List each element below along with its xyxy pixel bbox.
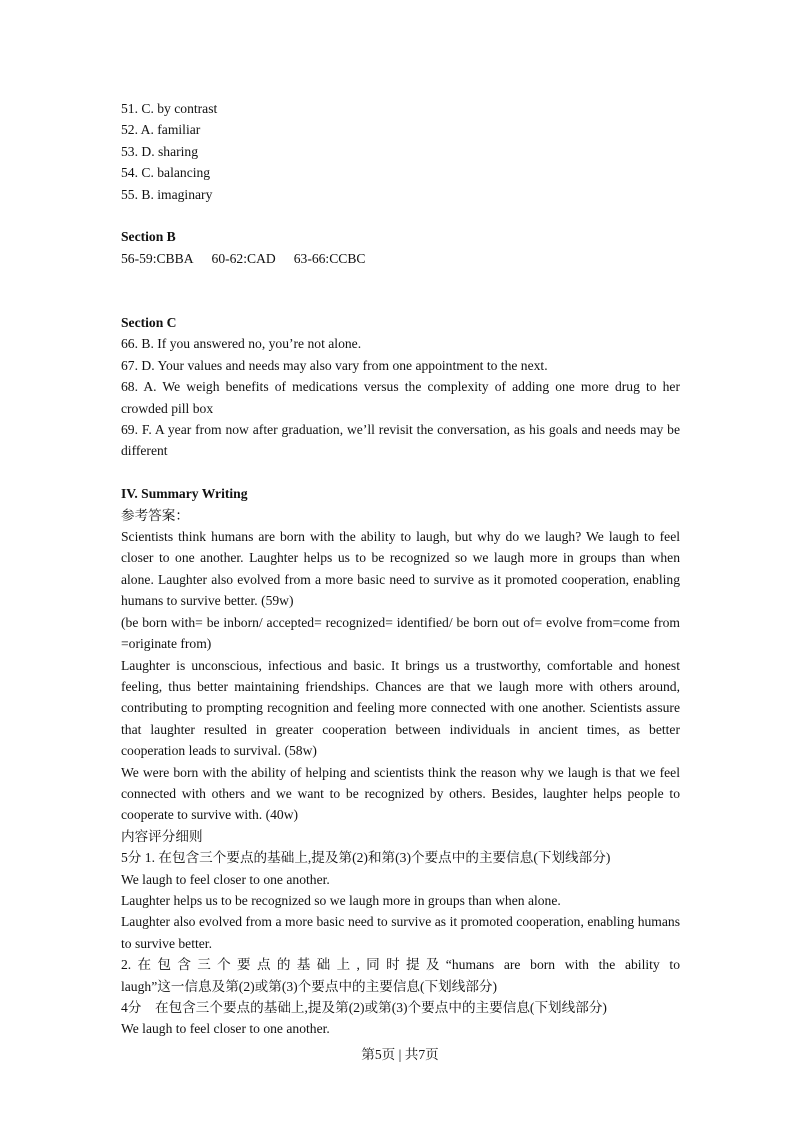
section-a-answers bbox=[121, 98, 680, 205]
rubric-key-point-1: We laugh to feel closer to one another. bbox=[121, 871, 330, 887]
section-b bbox=[121, 226, 680, 269]
reference-answer-2: Laughter is unconscious, infectious and basic. It brings us a trustworthy, comfortable and honest feeling, thus better maintaining friendships. Chances are that we laugh more with others around, contributing to prompting recognition and feeling more connected with one another. Scientists assure that laughter resulted in greater cooperation between individuals in ancient times, as better cooperation leads to survival. (58w) bbox=[121, 657, 680, 759]
rubric-5-points-criterion-2-line-1: 2.在包含三个要点的基础上,同时提及“humans are born with the ability to bbox=[121, 957, 680, 973]
page-number: 第5页 | 共7页 bbox=[361, 1047, 439, 1062]
rubric-label: 内容评分细则 bbox=[121, 828, 203, 844]
section-b-answers bbox=[121, 248, 680, 269]
document-page bbox=[121, 98, 680, 1040]
answer-group-56-59: 56-59:CBBA bbox=[121, 250, 194, 266]
answer-51: 51. C. by contrast bbox=[121, 101, 218, 116]
section-c bbox=[121, 312, 680, 462]
rubric-key-point-4: We laugh to feel closer to one another. bbox=[121, 1021, 330, 1037]
page-footer bbox=[0, 1046, 800, 1064]
summary-writing-heading: IV. Summary Writing bbox=[121, 486, 248, 502]
reference-answer-label: 参考答案： bbox=[121, 507, 189, 523]
section-c-heading: Section C bbox=[121, 315, 177, 331]
rubric-5-points-criterion-1: 5分 1. 在包含三个要点的基础上,提及第(2)和第(3)个要点中的主要信息(下划线部分) bbox=[121, 850, 611, 866]
answer-67: 67. D. Your values and needs may also vary from one appointment to the next. bbox=[121, 357, 548, 373]
reference-answer-3: We were born with the ability of helping and scientists think the reason why we laugh is that we feel connected with others and we want to be recognized by others. Besides, laughter helps people to cooperate to survive with. (40w) bbox=[121, 764, 680, 823]
rubric-key-point-3: Laughter also evolved from a more basic need to survive as it promoted cooperation, enabling humans to survive better. bbox=[121, 914, 680, 951]
synonyms-note: (be born with= be inborn/ accepted= recognized= identified/ be born out of= evolve from=come from =originate from) bbox=[121, 614, 680, 652]
rubric-5-points-criterion-2-line-2: laugh”这一信息及第(2)或第(3)个要点中的主要信息(下划线部分) bbox=[121, 978, 498, 994]
rubric-4-points-criterion: 4分 在包含三个要点的基础上,提及第(2)或第(3)个要点中的主要信息(下划线部分) bbox=[121, 1000, 607, 1016]
answer-53: 53. D. sharing bbox=[121, 143, 199, 159]
rubric-key-point-2: Laughter helps us to be recognized so we laugh more in groups than when alone. bbox=[121, 892, 561, 908]
answer-69: 69. F. A year from now after graduation, we’ll revisit the conversation, as his goals and needs may be different bbox=[121, 422, 680, 459]
answer-66: 66. B. If you answered no, you’re not alone. bbox=[121, 336, 362, 352]
answer-68: 68. A. We weigh benefits of medications versus the complexity of adding one more drug to her crowded pill box bbox=[121, 379, 680, 416]
answer-52: 52. A. familiar bbox=[121, 122, 201, 138]
section-b-heading: Section B bbox=[121, 229, 176, 245]
answer-group-63-66: 63-66:CCBC bbox=[293, 250, 366, 266]
reference-answer-1: Scientists think humans are born with the ability to laugh, but why do we laugh? We laugh to feel closer to one another. Laughter helps us to be recognized so we laugh more in groups than when alone. Laughter also evolved from a more basic need to survive as it promoted cooperation, enabling humans to survive better. (59w) bbox=[121, 529, 680, 609]
answer-54: 54. C. balancing bbox=[121, 165, 211, 181]
summary-writing-section bbox=[121, 483, 680, 1040]
answer-55: 55. B. imaginary bbox=[121, 186, 213, 202]
answer-group-60-62: 60-62:CAD bbox=[211, 250, 276, 266]
